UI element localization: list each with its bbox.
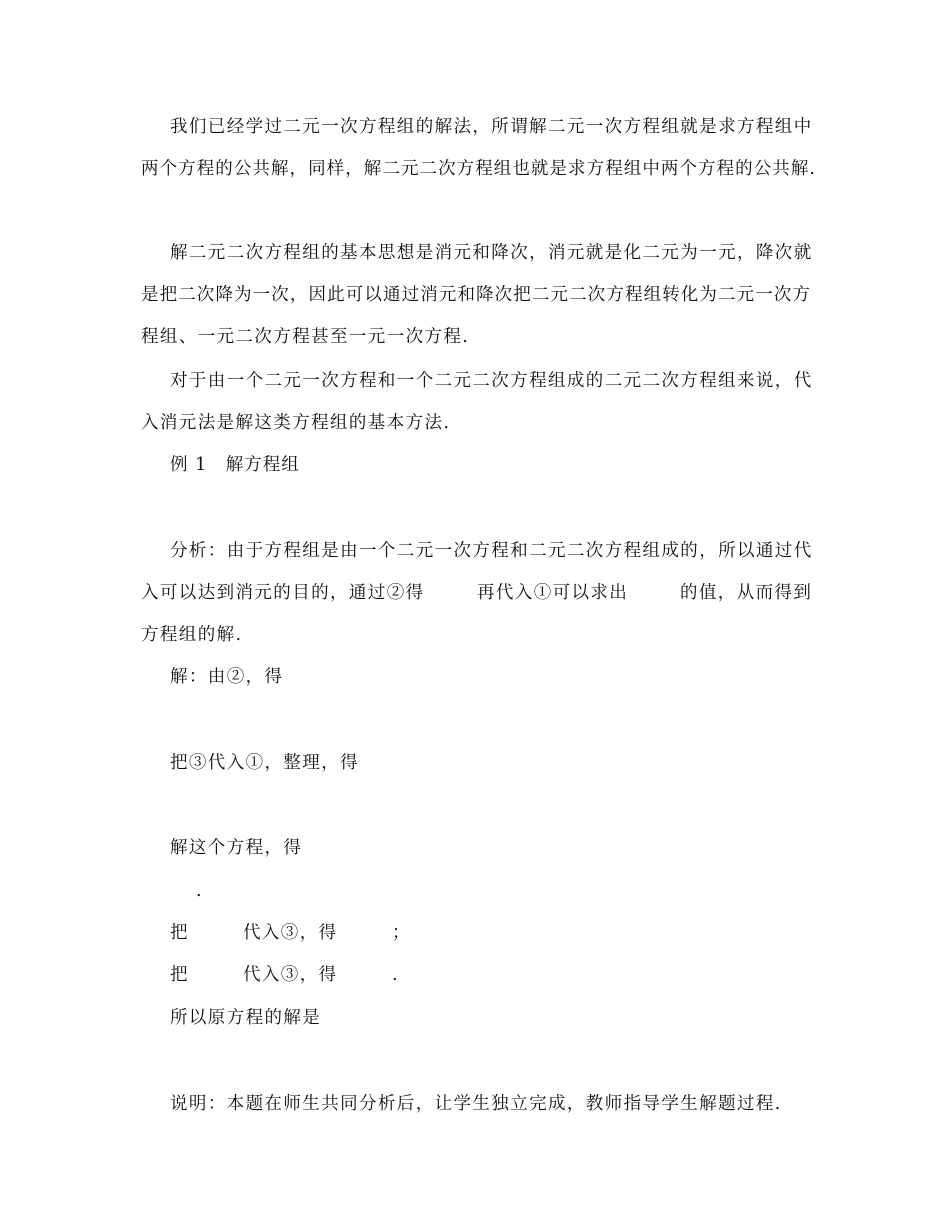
analysis-line-2-end: 的值，从而得到	[680, 583, 813, 603]
paragraph-1-line-2: 两个方程的公共解，同样，解二元二次方程组也就是求方程组中两个方程的公共解.	[141, 159, 815, 179]
analysis-line-2-middle: 再代入①可以求出	[477, 583, 629, 603]
solution-conclusion: 所以原方程的解是	[170, 1008, 322, 1028]
paragraph-3-line-1: 对于由一个二元一次方程和一个二元二次方程组成的二元二次方程组来说，代	[170, 371, 813, 391]
paragraph-1-line-1: 我们已经学过二元一次方程组的解法，所谓解二元一次方程组就是求方程组中	[170, 117, 813, 137]
solution-step-6-text: 代入③，得	[243, 965, 338, 985]
solution-step-4: .	[196, 881, 203, 901]
solution-step-5-text: 代入③，得	[243, 923, 338, 943]
analysis-line-1: 分析：由于方程组是由一个二元一次方程和二元二次方程组成的，所以通过代	[170, 541, 813, 561]
solution-step-5-label: 把	[170, 923, 189, 943]
solution-step-2: 把③代入①，整理，得	[170, 753, 359, 773]
paragraph-3-line-2: 入消元法是解这类方程组的基本方法.	[141, 413, 451, 433]
paragraph-2-line-1: 解二元二次方程组的基本思想是消元和降次，消元就是化二元为一元，降次就	[170, 243, 813, 263]
teaching-note: 说明：本题在师生共同分析后，让学生独立完成，教师指导学生解题过程.	[170, 1094, 782, 1114]
solution-step-1: 解：由②，得	[170, 667, 284, 687]
example-heading: 例 1 解方程组	[170, 455, 300, 475]
analysis-line-3: 方程组的解.	[141, 625, 243, 645]
solution-step-5-end: ；	[392, 923, 411, 943]
paragraph-2-line-2: 是把二次降为一次，因此可以通过消元和降次把二元二次方程组转化为二元一次方	[141, 285, 810, 305]
paragraph-2-line-3: 程组、一元二次方程甚至一元一次方程.	[141, 327, 470, 347]
solution-step-6-end: .	[392, 965, 399, 985]
solution-step-6-label: 把	[170, 965, 189, 985]
solution-step-3: 解这个方程，得	[170, 838, 303, 858]
analysis-line-2-start: 入可以达到消元的目的，通过②得	[141, 583, 425, 603]
